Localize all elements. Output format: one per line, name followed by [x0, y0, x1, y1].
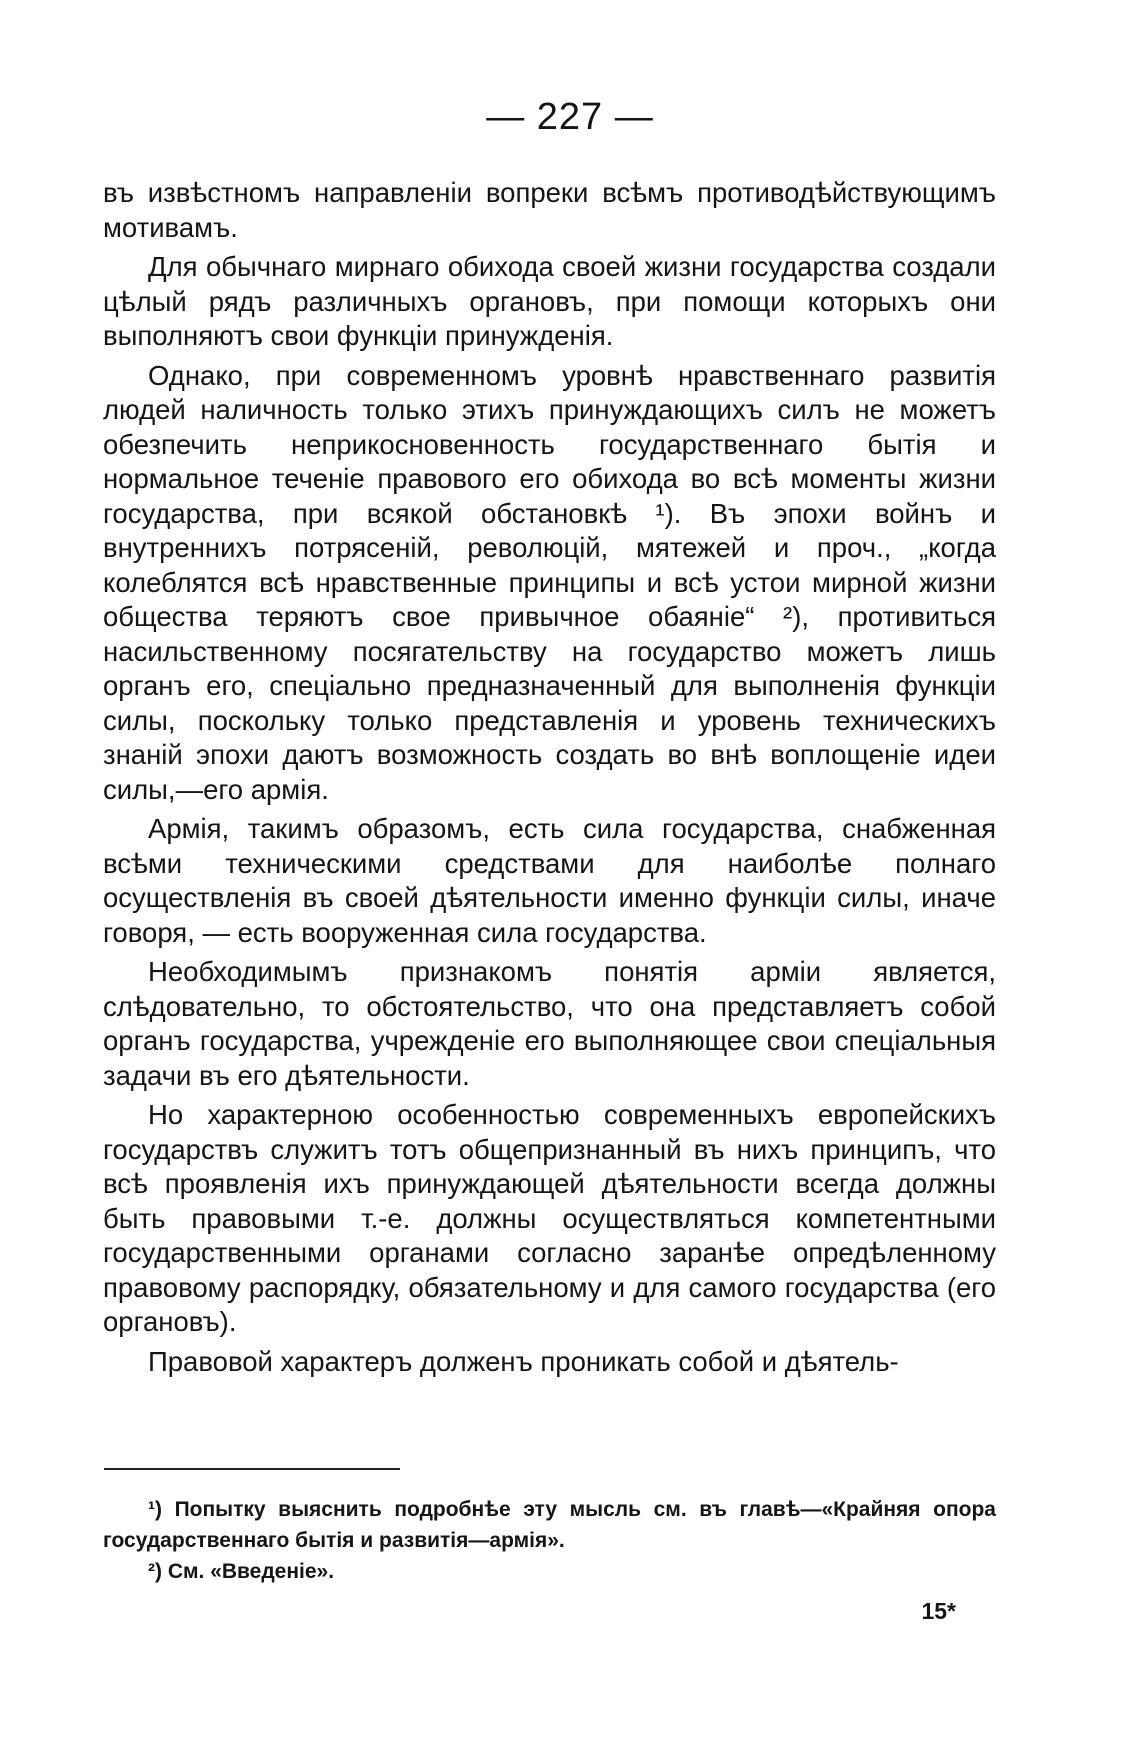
paragraph: Необходимымъ признакомъ понятія арміи является, слѣдовательно, то обстоятельство, что она представляетъ собой органъ государства, учрежденіе его выполняющее свои спеціальныя задачи въ его дѣятельности.: [103, 956, 996, 1091]
paragraph: Но характерною особенностью современныхъ европейскихъ государствъ служитъ тотъ общепризнанный въ нихъ принципъ, что всѣ проявленія ихъ принуждающей дѣятельности всегда должны быть правовыми т.-е. должны осуществляться компетентными государственными органами согласно заранѣе опредѣленному правовому распорядку, обязательному и для самого государства (его органовъ).: [103, 1099, 996, 1337]
paragraph: Для обычнаго мирнаго обихода своей жизни государства создали цѣлый рядъ различныхъ органовъ, при помощи которыхъ они выполняютъ свои функціи принужденія.: [103, 251, 996, 351]
paragraph: Однако, при современномъ уровнѣ нравственнаго развитія людей наличность только этихъ принуждающихъ силъ не можетъ обезпечить неприкосновенность государственнаго бытія и нормальное теченіе правового его обихода во всѣ моменты жизни государства, при всякой обстановкѣ ¹). Въ эпохи войнъ и внутреннихъ потрясеній, революцій, мятежей и проч., „когда колеблятся всѣ нравственные принципы и всѣ устои мирной жизни общества теряютъ свое привычное обаяніе“ ²), противиться насильственному посягательству на государство можетъ лишь органъ его, спеціально предназначенный для выполненія функціи силы, поскольку только представленія и уровень техническихъ знаній эпохи даютъ возможность создать во внѣ воплощеніе идеи силы,—его армія.: [103, 359, 996, 805]
paragraph: Правовой характеръ долженъ проникать собой и дѣятель-: [148, 1345, 899, 1377]
body-text: [103, 176, 996, 1384]
footnotes: [103, 1494, 996, 1587]
paragraph: Армія, такимъ образомъ, есть сила государства, снабженная всѣми техническими средствами для наиболѣе полнаго осуществленія въ своей дѣятельности именно функціи силы, иначе говоря, — есть вооруженная сила государства.: [103, 813, 996, 948]
paragraph-continuation: въ извѣстномъ направленіи вопреки всѣмъ противодѣйствующимъ мотивамъ.: [103, 177, 996, 243]
footnote-2: ²) См. «Введеніе».: [148, 1560, 335, 1583]
page-number: — 227 —: [486, 96, 654, 138]
footnote-1: ¹) Попытку выяснить подробнѣе эту мысль см. въ главѣ—«Крайняя опора государственнаго бытія и развитія—армія».: [103, 1498, 996, 1552]
printer-signature-mark: 15*: [921, 1598, 956, 1624]
footnote-divider: [104, 1468, 400, 1470]
